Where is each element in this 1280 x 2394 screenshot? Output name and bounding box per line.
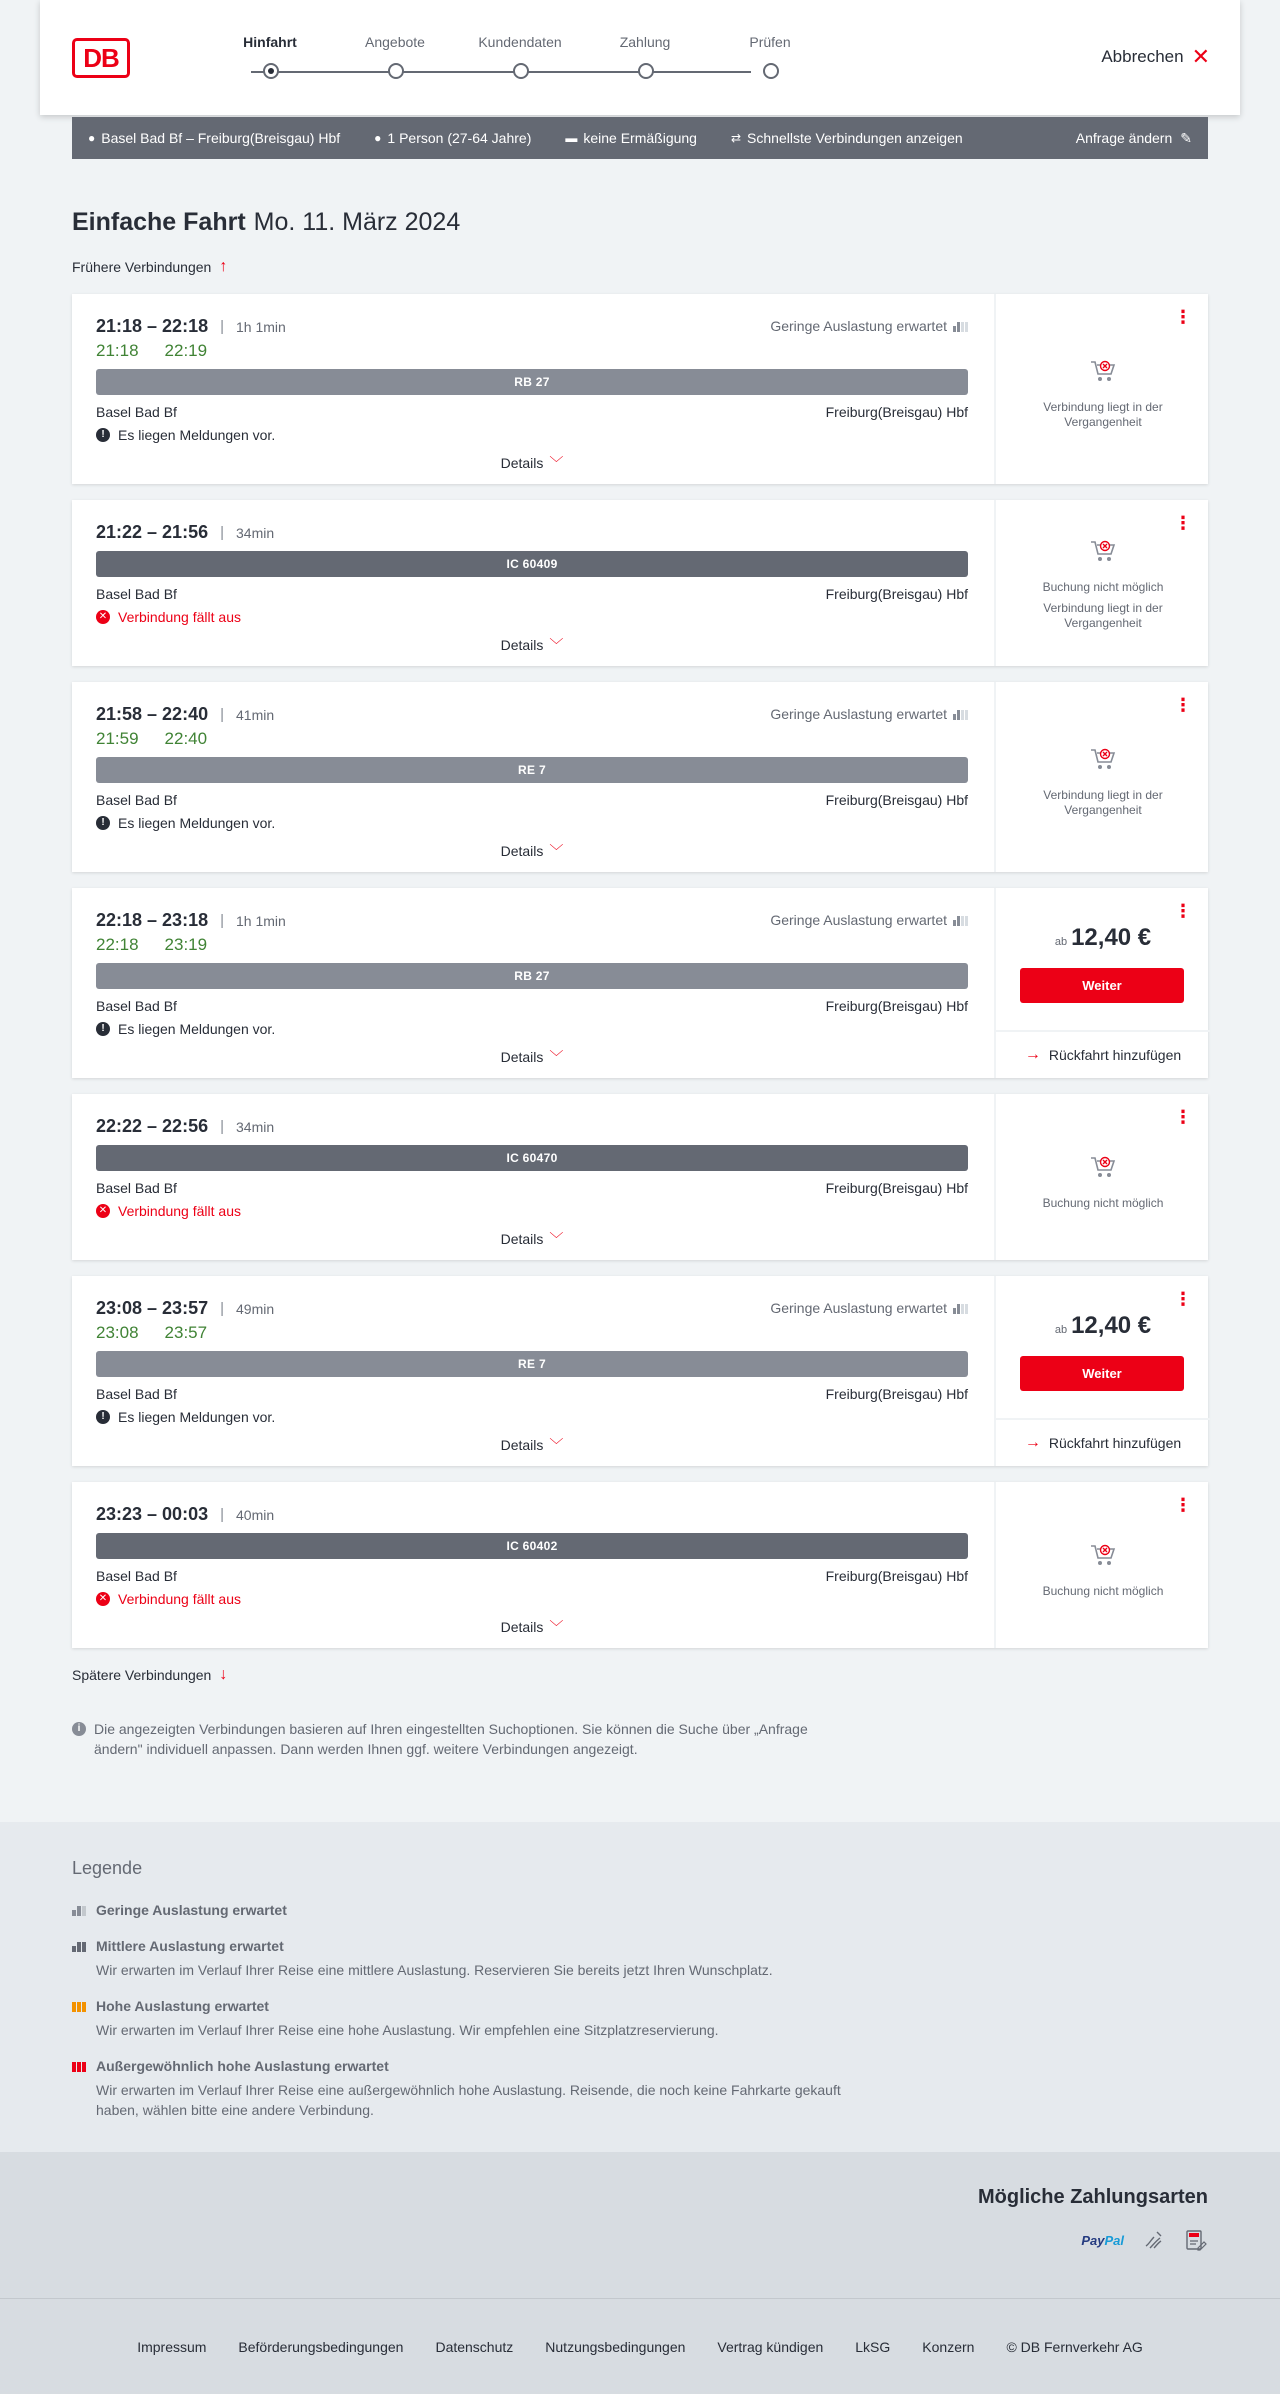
connection-main [72, 1276, 992, 1466]
chevron-down-icon: ﹀ [549, 843, 564, 859]
departure-station: Basel Bad Bf [96, 1386, 177, 1402]
notice-message [96, 815, 968, 831]
step-kundendaten[interactable] [460, 34, 580, 54]
info-icon: i [72, 1722, 86, 1736]
realtime-arrival: 22:40 [164, 729, 208, 748]
footer [0, 2298, 1280, 2394]
search-summary-bar [72, 117, 1208, 159]
cancel-circle-icon: ✕ [96, 1592, 110, 1606]
more-options-icon[interactable]: ⋮ [1174, 1107, 1192, 1127]
price-prefix: ab [1054, 936, 1068, 948]
load-low-icon [72, 1904, 88, 1916]
fastest-text: Schnellste Verbindungen anzeigen [747, 130, 963, 146]
arrow-right-icon: → [1024, 1434, 1041, 1451]
load-medium-icon [72, 1940, 88, 1952]
footer-link-datenschutz[interactable]: Datenschutz [435, 2338, 514, 2355]
notice-text: Es liegen Meldungen vor. [118, 1021, 276, 1037]
footer-link-konzern[interactable]: Konzern [922, 2338, 975, 2355]
step-pruefen[interactable] [710, 34, 830, 54]
legend-section [0, 1822, 1280, 2152]
cancellation-text: Verbindung fällt aus [118, 1591, 241, 1607]
duration: 34min [236, 524, 275, 541]
step-dot [263, 63, 279, 79]
legend-item-title: Außergewöhnlich hohe Auslastung erwartet [96, 2058, 389, 2074]
duration: 49min [236, 1300, 275, 1317]
connection-side [994, 294, 1208, 484]
step-angebote[interactable] [335, 34, 455, 54]
logo-text: DB [83, 42, 119, 73]
connection-card[interactable] [72, 682, 1208, 872]
connection-times: 23:08 – 23:57 | 49min [96, 1298, 275, 1318]
booking-status [996, 1154, 1210, 1211]
cancellation-message [96, 609, 968, 625]
departure-station: Basel Bad Bf [96, 586, 177, 602]
change-request-label: Anfrage ändern [1075, 130, 1173, 146]
step-label: Zahlung [619, 34, 671, 50]
status-text: Buchung nicht möglich [1042, 1196, 1164, 1210]
legend-item [72, 1902, 872, 1918]
train-bar[interactable]: IC 60470 [96, 1145, 968, 1171]
stations [96, 998, 968, 1014]
earlier-connections-link[interactable] [72, 258, 227, 276]
connection-main [72, 1094, 992, 1260]
load-exceptional-icon [72, 2060, 88, 2072]
cart-unavailable-icon [1089, 358, 1117, 384]
info-note [72, 1719, 852, 1759]
exclamation-icon: ! [96, 816, 110, 830]
status-text: Verbindung liegt in der Vergangenheit [1043, 601, 1163, 630]
details-label: Details [500, 637, 544, 653]
step-dot [388, 63, 404, 79]
continue-button[interactable]: Weiter [1020, 1356, 1184, 1391]
stations [96, 586, 968, 602]
notice-text: Es liegen Meldungen vor. [118, 1409, 276, 1425]
arrow-down-icon: ↓ [219, 1666, 228, 1683]
footer-link-lksg[interactable]: LkSG [855, 2338, 891, 2355]
connection-times: 22:18 – 23:18 | 1h 1min [96, 910, 286, 930]
cart-unavailable-icon [1089, 1542, 1117, 1568]
details-label: Details [500, 843, 544, 859]
legend-item [72, 2058, 872, 2120]
departure-station: Basel Bad Bf [96, 998, 177, 1014]
discount-text: keine Ermäßigung [583, 130, 697, 146]
legend-item-title: Hohe Auslastung erwartet [96, 1998, 269, 2014]
connection-card[interactable] [72, 1482, 1208, 1648]
step-label: Prüfen [749, 34, 791, 50]
connection-card[interactable] [72, 1276, 1208, 1466]
duration: 1h 1min [236, 912, 286, 929]
arrival-station: Freiburg(Breisgau) Hbf [825, 404, 968, 420]
more-options-icon[interactable]: ⋮ [1174, 513, 1192, 533]
realtime-departure: 21:18 [96, 341, 139, 360]
search-travellers[interactable] [374, 130, 531, 146]
step-dot [513, 63, 529, 79]
realtime-arrival: 22:19 [164, 341, 208, 360]
connection-side [994, 1482, 1208, 1648]
connection-card[interactable] [72, 888, 1208, 1078]
arrival-station: Freiburg(Breisgau) Hbf [825, 998, 968, 1014]
search-discount[interactable] [565, 130, 697, 146]
page-title [72, 208, 460, 237]
details-label: Details [500, 1619, 544, 1635]
realtime-departure: 23:08 [96, 1323, 139, 1342]
connection-main [72, 500, 992, 666]
info-text: Die angezeigten Verbindungen basieren auf Ihren eingestellten Suchoptionen. Sie können die Suche über „Anfrage ändern" individuell anpassen. Dann werden Ihnen ggf. weitere Verbindungen angezeigt. [94, 1721, 808, 1757]
connection-times: 21:22 – 21:56 | 34min [96, 522, 275, 542]
footer-link-befoerderungsbedingungen[interactable]: Beförderungsbedingungen [238, 2338, 404, 2355]
realtime-times [96, 341, 968, 361]
footer-link-vertrag-kuendigen[interactable]: Vertrag kündigen [717, 2338, 824, 2355]
details-toggle[interactable] [72, 1435, 992, 1455]
load-text: Geringe Auslastung erwartet [770, 318, 947, 334]
cart-unavailable-icon [1089, 1154, 1117, 1180]
swap-arrows-icon: ⇄ [730, 131, 742, 145]
booking-status [996, 1542, 1210, 1599]
train-bar[interactable]: RE 7 [96, 1351, 968, 1377]
header [40, 0, 1240, 115]
legend-item [72, 1998, 872, 2040]
progress-stepper [210, 0, 791, 115]
step-dot [638, 63, 654, 79]
train-bar[interactable]: RE 7 [96, 757, 968, 783]
time-range: 21:18 – 22:18 [96, 316, 209, 336]
price-amount: 12,40 € [1071, 1312, 1152, 1339]
notice-text: Es liegen Meldungen vor. [118, 427, 276, 443]
time-range: 23:08 – 23:57 [96, 1298, 209, 1318]
arrival-station: Freiburg(Breisgau) Hbf [825, 1180, 968, 1196]
cancellation-message [96, 1203, 968, 1219]
stations [96, 792, 968, 808]
trip-type: Einfache Fahrt [72, 208, 246, 236]
departure-station: Basel Bad Bf [96, 1568, 177, 1584]
details-label: Details [500, 455, 544, 471]
legend-item-desc: Wir erwarten im Verlauf Ihrer Reise eine außergewöhnlich hohe Auslastung. Reisende, die noch keine Fahrkarte gekauft haben, wählen bitte eine andere Verbindung. [96, 2082, 841, 2118]
booking-status [996, 538, 1210, 631]
payment-title: Mögliche Zahlungsarten [977, 2186, 1208, 2208]
connection-card[interactable] [72, 294, 1208, 484]
connection-side [994, 500, 1208, 666]
location-pin-icon: ● [88, 131, 96, 145]
footer-copyright: © DB Fernverkehr AG [1006, 2338, 1143, 2355]
status-text: Verbindung liegt in der Vergangenheit [1043, 400, 1163, 429]
cancel-button[interactable] [1101, 46, 1210, 68]
legend-item-desc: Wir erwarten im Verlauf Ihrer Reise eine mittlere Auslastung. Reservieren Sie bereits jetzt Ihren Wunschplatz. [96, 1962, 773, 1978]
chevron-down-icon: ﹀ [549, 1231, 564, 1247]
pencil-icon: ✎ [1180, 129, 1192, 146]
connection-side [994, 1094, 1208, 1260]
details-label: Details [500, 1437, 544, 1453]
notice-message [96, 1409, 968, 1425]
notice-message [96, 427, 968, 443]
notice-message [96, 1021, 968, 1037]
payment-icons [1081, 2228, 1208, 2252]
connection-times: 23:23 – 00:03 | 40min [96, 1504, 275, 1524]
add-return-button[interactable] [996, 1030, 1210, 1078]
legend-title: Legende [72, 1858, 143, 1878]
arrow-up-icon: ↑ [219, 258, 228, 275]
stations [96, 1386, 968, 1402]
chevron-down-icon: ﹀ [549, 1437, 564, 1453]
step-zahlung[interactable] [585, 34, 705, 54]
step-dot [763, 63, 779, 79]
connection-main [72, 888, 992, 1078]
load-low-icon [953, 914, 968, 926]
time-range: 21:22 – 21:56 [96, 522, 209, 542]
change-request-button[interactable] [1076, 130, 1192, 147]
details-toggle[interactable] [72, 841, 992, 861]
realtime-arrival: 23:19 [164, 935, 208, 954]
cancel-circle-icon: ✕ [96, 1204, 110, 1218]
step-hinfahrt[interactable] [210, 34, 330, 54]
connection-card[interactable] [72, 1094, 1208, 1260]
load-indicator [770, 318, 968, 334]
connection-side [994, 888, 1208, 1078]
load-low-icon [953, 320, 968, 332]
booking-status [996, 358, 1210, 430]
add-return-label: Rückfahrt hinzufügen [1048, 1047, 1182, 1063]
add-return-button[interactable] [996, 1418, 1210, 1466]
stations [96, 404, 968, 420]
time-range: 21:58 – 22:40 [96, 704, 209, 724]
duration: 1h 1min [236, 318, 286, 335]
realtime-departure: 22:18 [96, 935, 139, 954]
load-indicator [770, 706, 968, 722]
stepper-line [251, 71, 751, 73]
step-label: Kundendaten [478, 34, 562, 50]
earlier-label: Frühere Verbindungen [72, 259, 212, 275]
status-text: Buchung nicht möglich [1042, 580, 1164, 594]
train-bar[interactable]: RB 27 [96, 963, 968, 989]
exclamation-icon: ! [96, 428, 110, 442]
trip-date: Mo. 11. März 2024 [253, 208, 461, 236]
cancel-circle-icon: ✕ [96, 610, 110, 624]
chevron-down-icon: ﹀ [549, 1619, 564, 1635]
bahncard-icon: ▬ [565, 131, 578, 145]
continue-button[interactable]: Weiter [1020, 968, 1184, 1003]
exclamation-icon: ! [96, 1022, 110, 1036]
sepa-invoice-icon [1184, 2228, 1208, 2252]
duration: 40min [236, 1506, 275, 1523]
load-text: Geringe Auslastung erwartet [770, 912, 947, 928]
cart-unavailable-icon [1089, 538, 1117, 564]
more-options-icon[interactable]: ⋮ [1174, 1289, 1192, 1309]
details-label: Details [500, 1049, 544, 1065]
direct-debit-icon [1142, 2228, 1166, 2252]
duration: 34min [236, 1118, 275, 1135]
more-options-icon[interactable]: ⋮ [1174, 307, 1192, 327]
realtime-times [96, 1323, 968, 1343]
connection-side [994, 682, 1208, 872]
price-prefix: ab [1054, 1324, 1068, 1336]
details-toggle[interactable] [72, 635, 992, 655]
arrival-station: Freiburg(Breisgau) Hbf [825, 792, 968, 808]
load-high-icon [72, 2000, 88, 2012]
time-range: 22:18 – 23:18 [96, 910, 209, 930]
stations [96, 1568, 968, 1584]
connection-times: 21:58 – 22:40 | 41min [96, 704, 275, 724]
connection-side [994, 1276, 1208, 1466]
details-toggle[interactable] [72, 1229, 992, 1249]
details-label: Details [500, 1231, 544, 1247]
legend-item-title: Mittlere Auslastung erwartet [96, 1938, 284, 1954]
more-options-icon[interactable]: ⋮ [1174, 1495, 1192, 1515]
train-bar[interactable]: RB 27 [96, 369, 968, 395]
connection-times: 22:22 – 22:56 | 34min [96, 1116, 275, 1136]
time-range: 23:23 – 00:03 [96, 1504, 209, 1524]
realtime-times [96, 729, 968, 749]
exclamation-icon: ! [96, 1410, 110, 1424]
connection-card[interactable] [72, 500, 1208, 666]
legend-item-desc: Wir erwarten im Verlauf Ihrer Reise eine hohe Auslastung. Wir empfehlen eine Sitzplatzreservierung. [96, 2022, 719, 2038]
arrow-right-icon: → [1024, 1046, 1041, 1063]
cancellation-text: Verbindung fällt aus [118, 1203, 241, 1219]
booking-status [996, 746, 1210, 818]
train-bar[interactable]: IC 60409 [96, 551, 968, 577]
stations [96, 1180, 968, 1196]
realtime-arrival: 23:57 [164, 1323, 208, 1342]
later-connections-link[interactable] [72, 1666, 227, 1684]
search-fastest[interactable] [731, 130, 963, 146]
payment-methods-section [0, 2152, 1280, 2298]
load-indicator [770, 1300, 968, 1316]
paypal-logo: PayPal [1081, 2232, 1124, 2248]
chevron-down-icon: ﹀ [549, 455, 564, 471]
connection-main [72, 294, 992, 484]
arrival-station: Freiburg(Breisgau) Hbf [825, 1568, 968, 1584]
route-text: Basel Bad Bf – Freiburg(Breisgau) Hbf [101, 130, 341, 146]
details-toggle[interactable] [72, 1047, 992, 1067]
details-toggle[interactable] [72, 1617, 992, 1637]
add-return-label: Rückfahrt hinzufügen [1048, 1435, 1182, 1451]
details-toggle[interactable] [72, 453, 992, 473]
person-icon: ● [374, 131, 382, 145]
more-options-icon[interactable]: ⋮ [1174, 901, 1192, 921]
arrival-station: Freiburg(Breisgau) Hbf [825, 1386, 968, 1402]
status-text: Buchung nicht möglich [1042, 1584, 1164, 1598]
cancellation-message [96, 1591, 968, 1607]
legend-item [72, 1938, 872, 1980]
status-text: Verbindung liegt in der Vergangenheit [1043, 788, 1163, 817]
footer-link-nutzungsbedingungen[interactable]: Nutzungsbedingungen [545, 2338, 686, 2355]
chevron-down-icon: ﹀ [549, 637, 564, 653]
departure-station: Basel Bad Bf [96, 792, 177, 808]
chevron-down-icon: ﹀ [549, 1049, 564, 1065]
duration: 41min [236, 706, 275, 723]
train-bar[interactable]: IC 60402 [96, 1533, 968, 1559]
cart-unavailable-icon [1089, 746, 1117, 772]
travellers-text: 1 Person (27-64 Jahre) [387, 130, 532, 146]
step-label: Angebote [365, 34, 425, 50]
notice-text: Es liegen Meldungen vor. [118, 815, 276, 831]
price [996, 1312, 1210, 1340]
time-range: 22:22 – 22:56 [96, 1116, 209, 1136]
departure-station: Basel Bad Bf [96, 404, 177, 420]
cancellation-text: Verbindung fällt aus [118, 609, 241, 625]
footer-link-impressum[interactable]: Impressum [137, 2338, 207, 2355]
realtime-departure: 21:59 [96, 729, 139, 748]
connection-main [72, 1482, 992, 1648]
cancel-label: Abbrechen [1101, 47, 1184, 66]
departure-station: Basel Bad Bf [96, 1180, 177, 1196]
load-low-icon [953, 1302, 968, 1314]
later-label: Spätere Verbindungen [72, 1667, 212, 1683]
realtime-times [96, 935, 968, 955]
close-icon: ✕ [1191, 44, 1210, 69]
legend-item-title: Geringe Auslastung erwartet [96, 1902, 287, 1918]
connection-main [72, 682, 992, 872]
db-logo[interactable] [72, 38, 130, 78]
price [996, 924, 1210, 952]
step-label: Hinfahrt [243, 34, 297, 50]
price-amount: 12,40 € [1071, 924, 1152, 951]
connection-times: 21:18 – 22:18 | 1h 1min [96, 316, 286, 336]
search-route[interactable] [88, 130, 340, 146]
load-low-icon [953, 708, 968, 720]
arrival-station: Freiburg(Breisgau) Hbf [825, 586, 968, 602]
more-options-icon[interactable]: ⋮ [1174, 695, 1192, 715]
load-text: Geringe Auslastung erwartet [770, 1300, 947, 1316]
load-text: Geringe Auslastung erwartet [770, 706, 947, 722]
load-indicator [770, 912, 968, 928]
